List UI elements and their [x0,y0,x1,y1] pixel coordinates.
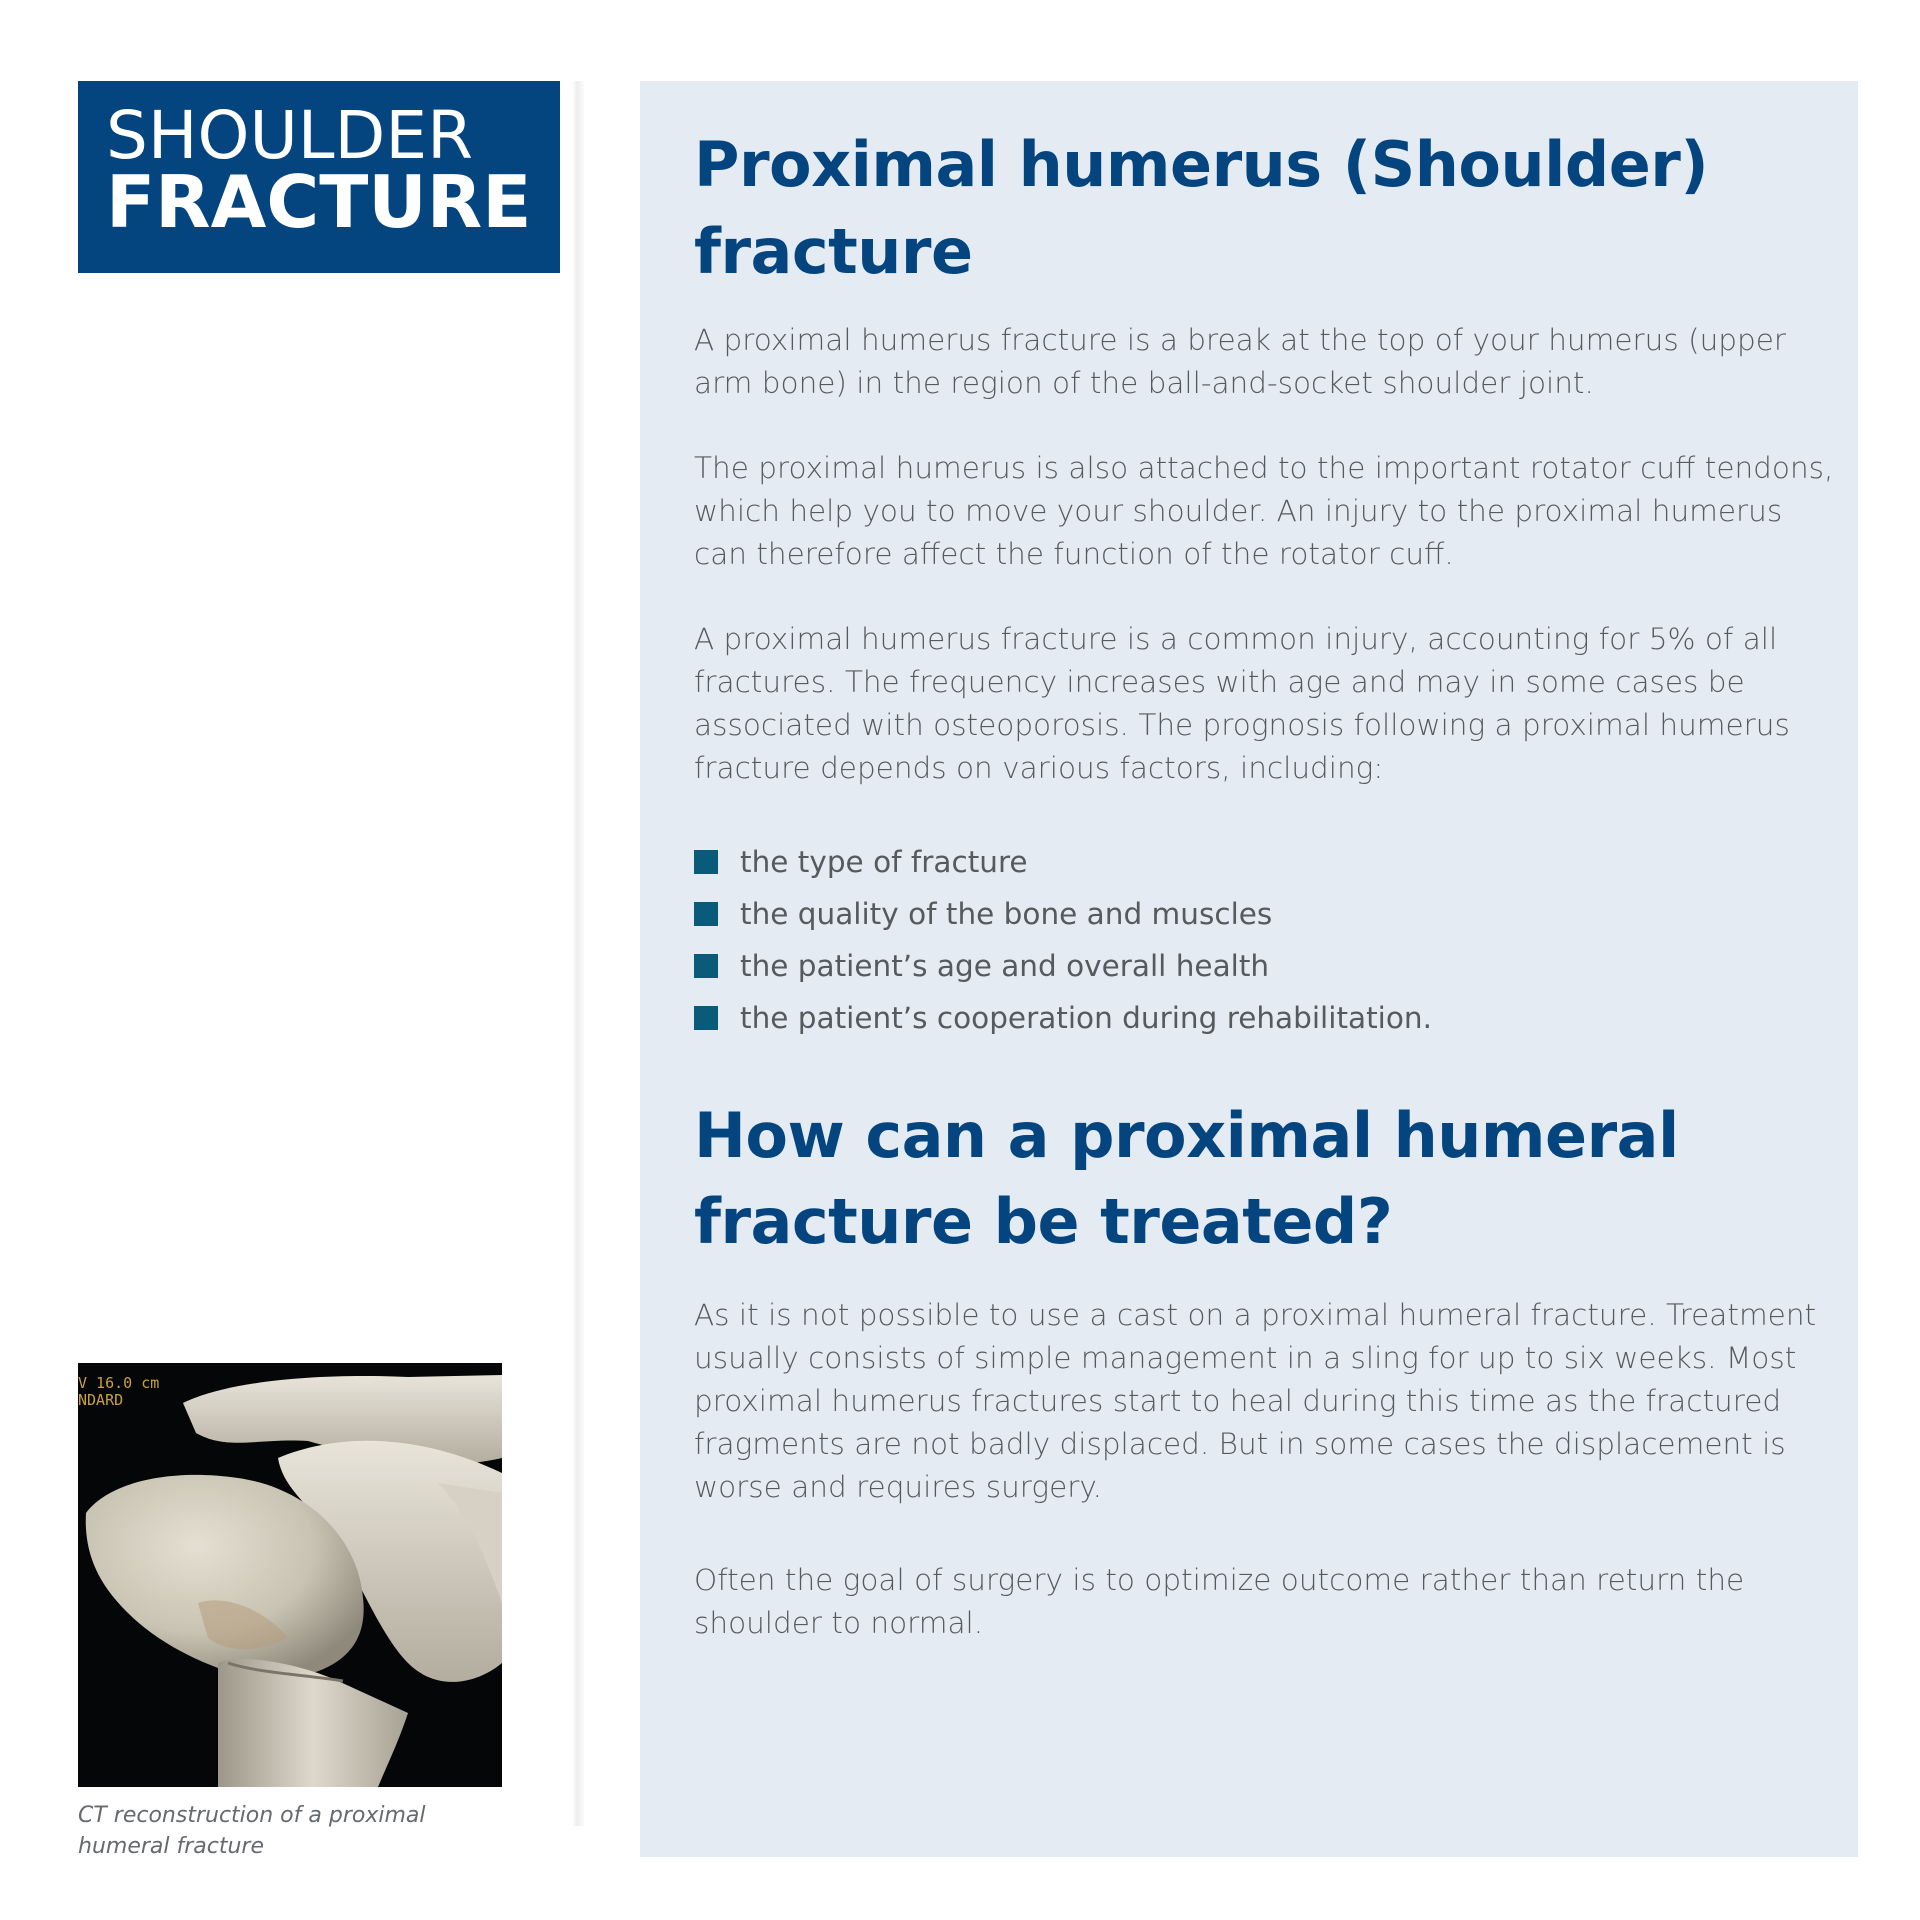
treatment-heading: How can a proximal humeral fracture be treated? [694,1099,1679,1258]
ct-scan-image [78,1363,502,1787]
list-item-text: the patient’s age and overall health [740,949,1270,983]
list-item [694,888,1844,940]
list-item [694,992,1844,1044]
bullet-square-icon [694,1006,718,1030]
bullet-square-icon [694,954,718,978]
list-item [694,940,1844,992]
prognosis-paragraph: A proximal humerus fracture is a common injury, accounting for 5% of all fractures. The frequency increases with age and may in some cases be associated with osteoporosis. The prognosis following a proximal humerus fracture depends on various factors, including: [694,622,1790,785]
column-divider-shadow [572,81,584,1826]
list-item-text: the type of fracture [740,845,1028,879]
intro-paragraph: A proximal humerus fracture is a break at the top of your humerus (upper arm bone) in the region of the ball-and-socket shoulder joint. [694,323,1787,400]
content-panel [640,81,1858,1857]
scan-overlay-line1: V 16.0 cm [78,1374,160,1392]
list-item-text: the quality of the bone and muscles [740,897,1273,931]
bullet-square-icon [694,850,718,874]
treatment-paragraph: As it is not possible to use a cast on a proximal humeral fracture. Treatment usually consists of simple management in a sling for up to six weeks. Most proximal humerus fractures start to heal during this time as the fractured fragments are not badly displaced. But in some cases the displacement is worse and requires surgery. [694,1298,1817,1504]
image-caption: CT reconstruction of a proximal humeral fracture [78,1803,426,1859]
scan-overlay-text [78,1375,159,1409]
scan-overlay-line2: NDARD [78,1391,124,1409]
factors-list [694,836,1844,1044]
bone-reconstruction-illustration [78,1363,502,1787]
page-title: Proximal humerus (Shoulder) fracture [694,128,1709,288]
surgery-goal-paragraph: Often the goal of surgery is to optimize outcome rather than return the shoulder to normal. [694,1563,1745,1640]
title-banner [78,81,560,273]
list-item [694,836,1844,888]
rotator-cuff-paragraph: The proximal humerus is also attached to the important rotator cuff tendons, which help you to move your shoulder. An injury to the proximal humerus can therefore affect the function of the rotator cuff. [694,451,1834,571]
bullet-square-icon [694,902,718,926]
list-item-text: the patient’s cooperation during rehabilitation. [740,1001,1432,1035]
title-line-shoulder: SHOULDER [106,97,473,174]
title-line-fracture: FRACTURE [106,160,532,244]
